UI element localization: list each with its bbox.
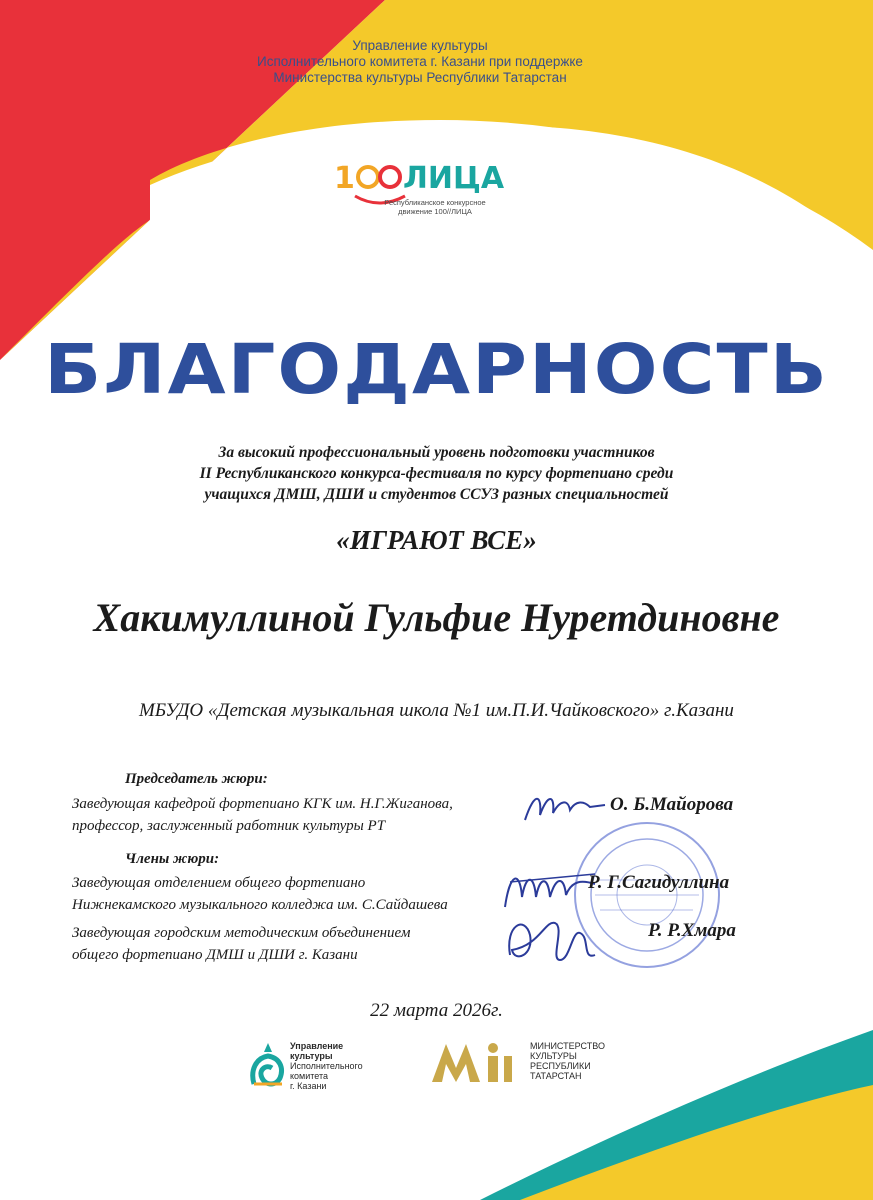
ministry-logo-icon <box>428 1038 520 1086</box>
left-logo-line-5: г. Казани <box>290 1081 327 1091</box>
member2-position <box>72 922 410 966</box>
issuer-line-1: Управление культуры <box>352 38 488 53</box>
reason-line-3: учащихся ДМШ, ДШИ и студентов ССУЗ разных специальностей <box>204 486 669 503</box>
signature-chair <box>520 785 610 830</box>
recipient-name: Хакимуллиной Гульфие Нуретдиновне <box>93 595 780 640</box>
member1-position <box>72 872 448 916</box>
left-logo-line-1: Управление <box>290 1041 344 1051</box>
member1-name: Р. Г.Сагидуллина <box>588 872 730 893</box>
school-name: МБУДО «Детская музыкальная школа №1 им.П.И.Чайковского» г.Казани <box>139 700 734 721</box>
members-heading: Члены жюри: <box>125 851 220 867</box>
chair-line-2: профессор, заслуженный работник культуры РТ <box>72 818 386 834</box>
left-logo-line-2: культуры <box>290 1051 333 1061</box>
left-logo-line-3: Исполнительного <box>290 1061 363 1071</box>
reason-line-2: II Республиканского конкурса-фестиваля по курсу фортепиано среди <box>199 465 674 482</box>
ministry-logo-text <box>530 1041 605 1081</box>
chair-name: О. Б.Майорова <box>610 794 734 815</box>
member1-line-2: Нижнекамского музыкального колледжа им. С.Сайдашева <box>72 897 448 913</box>
svg-text:ЛИЦА: ЛИЦА <box>403 161 505 196</box>
svg-text:1: 1 <box>334 161 355 196</box>
member2-name: Р. Р.Хмара <box>648 920 736 941</box>
date: 22 марта 2026г. <box>370 1000 503 1021</box>
right-logo-line-1: МИНИСТЕРСТВО <box>530 1041 605 1051</box>
right-logo-line-3: РЕСПУБЛИКИ <box>530 1061 591 1071</box>
chair-heading: Председатель жюри: <box>125 771 268 787</box>
issuer-header <box>200 38 640 86</box>
member2-line-1: Заведующая городским методическим объединением <box>72 925 411 941</box>
100-lica-logo <box>330 150 530 230</box>
right-logo-line-4: ТАТАРСТАН <box>530 1071 582 1081</box>
chair-line-1: Заведующая кафедрой фортепиано КГК им. Н.Г.Жиганова, <box>72 796 453 812</box>
culture-department-logo-text <box>290 1041 363 1091</box>
member1-line-1: Заведующая отделением общего фортепиано <box>72 875 366 891</box>
left-logo-line-4: комитета <box>290 1071 329 1081</box>
logo-tagline-line-2: движение 100//ЛИЦА <box>398 207 472 216</box>
culture-department-logo-icon <box>248 1040 288 1088</box>
logo-tagline-line-1: Республиканское конкурсное <box>384 198 486 207</box>
chair-position <box>72 793 453 837</box>
festival-name: «ИГРАЮТ ВСЕ» <box>336 525 537 555</box>
signature-member2 <box>500 905 610 970</box>
member2-line-2: общего фортепиано ДМШ и ДШИ г. Казани <box>72 947 358 963</box>
right-logo-line-2: КУЛЬТУРЫ <box>530 1051 577 1061</box>
reason-line-1: За высокий профессиональный уровень подготовки участников <box>218 444 655 461</box>
certificate-title: БЛАГОДАРНОСТЬ <box>44 328 829 410</box>
reason-text <box>60 442 813 505</box>
logo-tagline <box>345 198 525 216</box>
issuer-line-3: Министерства культуры Республики Татарстан <box>273 70 567 85</box>
issuer-line-2: Исполнительного комитета г. Казани при поддержке <box>257 54 583 69</box>
